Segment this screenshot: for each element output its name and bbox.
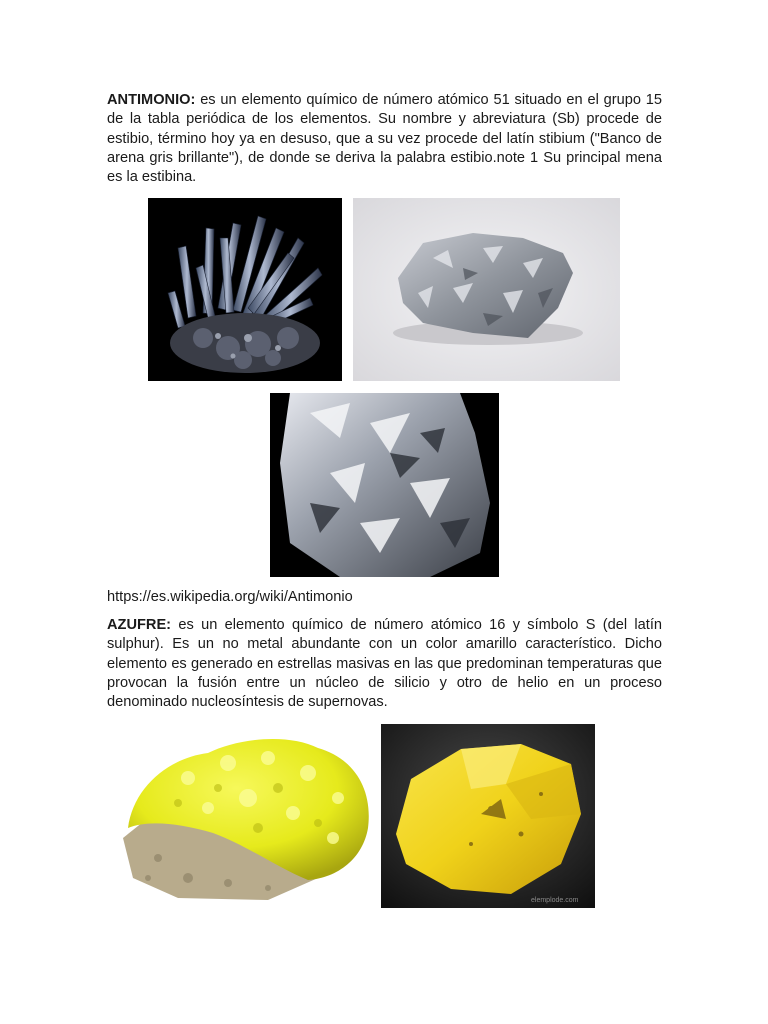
antimonio-paragraph xyxy=(107,91,662,187)
source-url: https://es.wikipedia.org/wiki/Antimonio xyxy=(107,589,353,605)
antimonio-text: es un elemento químico de número atómico 51 situado en el grupo 15 de la tabla periódica de los elementos. Su nombre y abreviatura (Sb) procede de estibio, término hoy ya en desuso, que a su vez procede del latín stibium ("Banco de arena gris brillante"), de donde se deriva la palabra estibio.note 1 Su principal mena es la estibina. xyxy=(107,92,662,186)
azufre-paragraph xyxy=(107,616,662,712)
azufre-text: es un elemento químico de número atómico 16 y símbolo S (del latín sulphur). Es un no metal abundante con un color amarillo característico. Dicho elemento es generado en estrellas masivas en las que predominan temperaturas que provocan la fusión entre un núcleo de silicio y otro de helio en un proceso denominado nucleosíntesis de supernovas. xyxy=(107,617,662,711)
sulfur-crystal-photo xyxy=(381,724,595,908)
antimonio-heading: ANTIMONIO: xyxy=(107,92,196,108)
antimony-closeup-photo xyxy=(270,393,499,577)
azufre-heading: AZUFRE: xyxy=(107,617,172,633)
antimony-crystal-cluster-photo xyxy=(148,198,342,381)
photo-watermark: elemplode.com xyxy=(531,897,579,904)
sulfur-crystals-on-rock-photo xyxy=(118,728,373,906)
antimony-metal-chunk-photo xyxy=(353,198,620,381)
